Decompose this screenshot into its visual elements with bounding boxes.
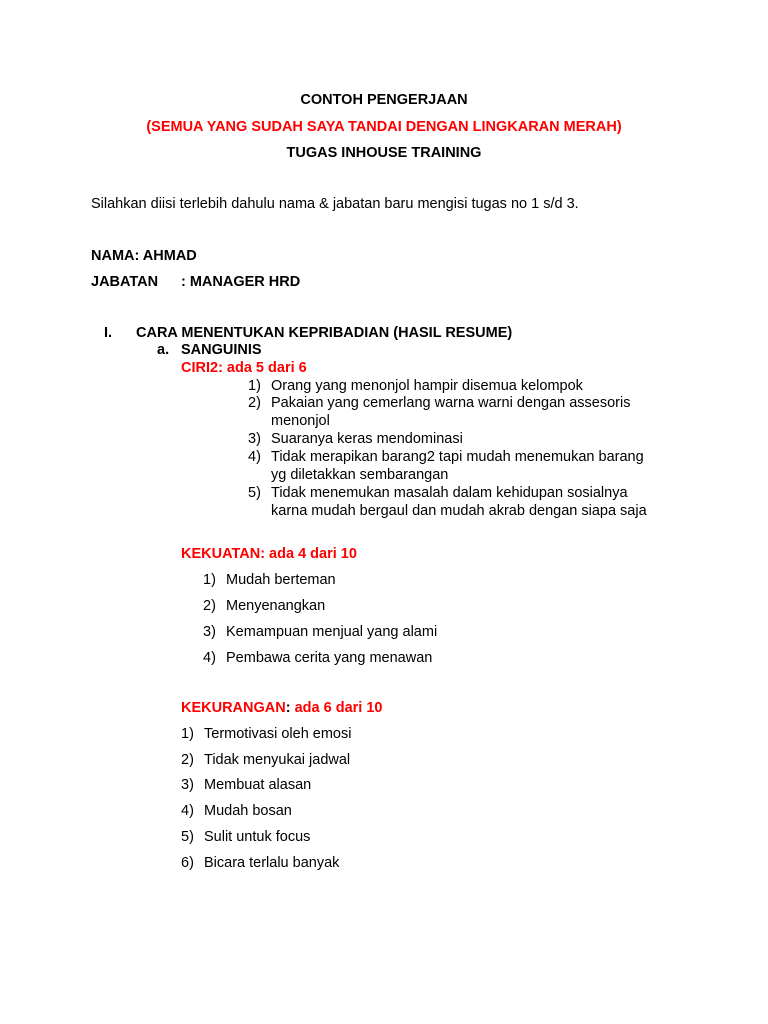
list-number: 3): [181, 777, 194, 793]
list-number: 2): [203, 598, 216, 614]
list-text: Mudah berteman: [226, 572, 336, 588]
list-text: Membuat alasan: [204, 777, 312, 793]
list-text-continued: menonjol: [271, 413, 330, 429]
list-text: Tidak merapikan barang2 tapi mudah menemukan barang: [271, 449, 644, 465]
instruction-text: Silahkan diisi terlebih dahulu nama & jabatan baru mengisi tugas no 1 s/d 3.: [91, 196, 579, 212]
ciri-heading: CIRI2: ada 5 dari 6: [181, 360, 307, 376]
list-number: 2): [181, 752, 194, 768]
subsection-letter: a.: [157, 342, 170, 358]
kekurangan-heading: [181, 700, 382, 716]
list-text: Tidak menyukai jadwal: [204, 752, 351, 768]
list-number: 5): [248, 485, 261, 501]
list-number: 4): [203, 650, 216, 666]
list-text: Tidak menemukan masalah dalam kehidupan sosialnya: [271, 485, 628, 501]
list-number: 5): [181, 829, 194, 845]
list-text: Mudah bosan: [204, 803, 292, 819]
list-text: Pembawa cerita yang menawan: [226, 650, 433, 666]
doc-title: CONTOH PENGERJAAN: [300, 92, 468, 108]
list-number: 6): [181, 855, 194, 871]
list-number: 3): [248, 431, 261, 447]
list-text-continued: karna mudah bergaul dan mudah akrab dengan siapa saja: [271, 503, 647, 519]
kekurangan-heading-colon: :: [285, 700, 291, 716]
list-number: 1): [203, 572, 216, 588]
list-text: Pakaian yang cemerlang warna warni dengan assesoris: [271, 395, 631, 411]
list-number: 3): [203, 624, 216, 640]
jabatan-label: JABATAN: [91, 274, 159, 290]
list-text: Bicara terlalu banyak: [204, 855, 340, 871]
list-text: Orang yang menonjol hampir disemua kelompok: [271, 378, 583, 394]
list-text-continued: yg diletakkan sembarangan: [271, 467, 449, 483]
list-text: Sulit untuk focus: [204, 829, 311, 845]
list-text: Termotivasi oleh emosi: [204, 726, 352, 742]
list-number: 1): [248, 378, 261, 394]
kekuatan-heading: KEKUATAN: ada 4 dari 10: [181, 546, 357, 562]
list-number: 1): [181, 726, 194, 742]
nama-field: NAMA: AHMAD: [91, 248, 197, 264]
list-text: Menyenangkan: [226, 598, 326, 614]
subsection-title: SANGUINIS: [181, 342, 262, 358]
doc-note: (SEMUA YANG SUDAH SAYA TANDAI DENGAN LINGKARAN MERAH): [146, 119, 622, 135]
list-number: 4): [181, 803, 194, 819]
kekurangan-heading-count: ada 6 dari 10: [290, 700, 383, 716]
list-text: Kemampuan menjual yang alami: [226, 624, 438, 640]
section-title: CARA MENENTUKAN KEPRIBADIAN (HASIL RESUME): [136, 325, 513, 341]
jabatan-value: : MANAGER HRD: [181, 274, 301, 290]
list-number: 2): [248, 395, 261, 411]
list-text: Suaranya keras mendominasi: [271, 431, 463, 447]
doc-subtitle: TUGAS INHOUSE TRAINING: [286, 145, 482, 161]
section-number: I.: [104, 325, 113, 341]
kekurangan-heading-label: KEKURANGAN: [181, 700, 286, 716]
list-number: 4): [248, 449, 261, 465]
